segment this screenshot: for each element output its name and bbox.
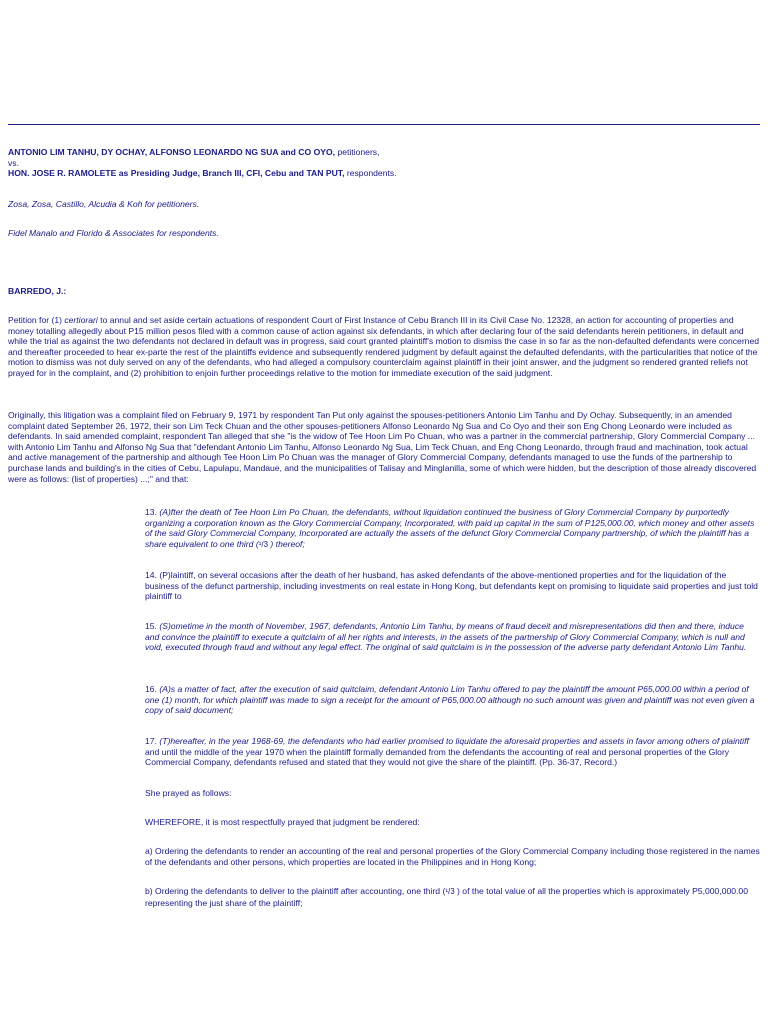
case-caption xyxy=(8,147,760,179)
a15-text: (S)ometime in the month of November, 1967, defendants, Antonio Lim Tanhu, by means of fraud deceit and misrepresentations did then and there, induce and convince the plaintiff to execute a quitclaim of all her rights and interests, in the assets of the partnership of Glory Commercial Company, which is null and void, executed through fraud and without any legal effect. The original of said quitclaim is in the possession of the adverse party defendant Antonio Lim Tanhu. xyxy=(145,621,747,653)
petitioners-names: ANTONIO LIM TANHU, DY OCHAY, ALFONSO LEONARDO NG SUA and CO OYO, xyxy=(8,147,336,157)
paragraph-originally: Originally, this litigation was a complaint filed on February 9, 1971 by respondent Tan Put only against the spouses-petitioners Antonio Lim Tanhu and Dy Ochay. Subsequently, in an amended complaint dated September 26, 1972, their son Lim Teck Chuan and the other spouses-petitioners Alfonso Leonardo Ng Sua and Co Oyo and their son Eng Chong Leonardo were included as defendants. In said amended complaint, respondent Tan alleged that she "is the widow of Tee Hoon Lim Po Chuan, who was a partner in the commercial partnership, Glory Commercial Company ... with Antonio Lim Tanhu and Alfonso Ng Sua that "defendant Antonio Lim Tanhu, Alfonso Leonardo Ng Sua, Lim Teck Chuan, and Eng Chong Leonardo, through fraud and machination, took actual and active management of the partnership and although Tee Hoon Lim Po Chuan was the manager of Glory Commercial Company, defendants managed to use the funds of the partnership to purchase lands and building's in the cities of Cebu, Lapulapu, Mandaue, and the municipalities of Talisay and Minglanilla, some of which were hidden, but the description of those already discovered were as follows: (list of properties) ...;" and that: xyxy=(8,410,757,484)
respondents-names: HON. JOSE R. RAMOLETE as Presiding Judge, Branch III, CFI, Cebu and TAN PUT, xyxy=(8,168,345,179)
top-divider xyxy=(8,124,760,125)
p1-rest: to annul and set aside certain actuations of respondent Court of First Instance of Cebu Branch III in its Civil Case No. 12328, an action for accounting of properties and money totalling allegedly about P15 million pesos filed with a common cause of action against six defendants, in which after declaring four of the said defendants herein petitioners, in default and while the trial as against the two defendants not declared in default was in progress, said court granted plaintiff's motion to dismiss the case in so far as the non-defaulted defendants were concerned and thereafter proceeded to hear ex-parte the rest of the plaintiffs evidence and subsequently rendered judgment by default against the defaulted defendants, with the particularities that notice of the motion to dismiss was not duly served on any of the defendants, who had alleged a compulsory counterclaim against plaintiff in their joint answer, and the judgment so rendered granted reliefs not prayed for in the complaint, and (2) prohibition to enjoin further proceedings relative to the motion for immediate execution of the said judgment. xyxy=(8,315,760,378)
prayer-item-b xyxy=(145,886,760,908)
a17-number: 17. xyxy=(145,736,160,746)
document-page xyxy=(8,0,760,1024)
petitioners-line xyxy=(8,147,760,158)
allegation-15 xyxy=(145,621,760,653)
pb-fraction: ¹/3 xyxy=(445,887,455,896)
allegation-14: 14. (P)laintiff, on several occasions after the death of her husband, has asked defendants of the above-mentioned properties and for the liquidation of the business of the defunct partnership, including investments on real estate in Hong Kong, but defendants kept on promising to liquidate said properties and just told plaintiff to xyxy=(145,570,758,602)
p1-start: Petition for (1) xyxy=(8,315,65,325)
pb-end: ) of the total value of all the properties which is approximately P5,000,000.00 representing the just share of the plaintiff; xyxy=(145,886,748,908)
prayer-intro: She prayed as follows: xyxy=(145,788,232,798)
a13-number: 13. xyxy=(145,507,160,517)
a16-text: (A)s a matter of fact, after the execution of said quitclaim, defendant Antonio Lim Tanhu offered to pay the plaintiff the amount P65,000.00 within a period of one (1) month, for which plaintiff was made to sign a receipt for the amount of P65,000.00 although no such amount was given and plaintiff was not even given a copy of said document; xyxy=(145,684,755,716)
a17-italic: (T)hereafter, in the year 1968-69, the defendants who had earlier promised to liquidate the aforesaid properties and assets in favor among others of plaintiff xyxy=(159,736,749,746)
a15-number: 15. xyxy=(145,621,160,631)
paragraph-petition xyxy=(8,315,760,379)
a13-fraction: ¹/3 xyxy=(258,539,269,549)
counsel-petitioners: Zosa, Zosa, Castillo, Alcudia & Koh for petitioners. xyxy=(8,199,200,209)
allegation-16 xyxy=(145,684,760,716)
a13-text: (A)fter the death of Tee Hoon Lim Po Chuan, the defendants, without liquidation continued the business of Glory Commercial Company by purportedly organizing a corporation known as the Glory Commercial Company, Incorporated, with paid up capital in the sum of P125,000.00, which money and other assets of the said Glory Commercial Company, Incorporated are actually the assets of the defunct Glory Commercial Company partnership, of which the plaintiff has a share equivalent to one third ( xyxy=(145,507,755,549)
petitioners-label: petitioners, xyxy=(335,147,380,157)
pb-start: b) Ordering the defendants to deliver to the plaintiff after accounting, one third ( xyxy=(145,886,446,896)
versus-line: vs. xyxy=(8,157,19,168)
p1-certiorari: certiorari xyxy=(64,315,98,325)
ponente: BARREDO, J.: xyxy=(8,286,67,296)
allegation-17 xyxy=(145,736,760,768)
respondents-label: respondents. xyxy=(344,168,397,179)
counsel-respondents: Fidel Manalo and Florido & Associates for respondents. xyxy=(8,228,219,238)
a17-rest: and until the middle of the year 1970 when the plaintiff formally demanded from the defendants the accounting of real and personal properties of the Glory Commercial Company, defendants refused and stated that they would not give the share of the plaintiff. (Pp. 36-37, Record.) xyxy=(145,746,730,768)
a13-end: ) thereof; xyxy=(268,538,305,549)
prayer-item-a: a) Ordering the defendants to render an accounting of the real and personal properties of the Glory Commercial Company including those registered in the names of the defendants and other persons, which properties are located in the Philippines and in Hong Kong; xyxy=(145,846,760,867)
allegation-13 xyxy=(145,507,760,550)
wherefore-clause: WHEREFORE, it is most respectfully prayed that judgment be rendered: xyxy=(145,817,420,827)
respondents-line xyxy=(8,168,760,179)
a16-number: 16. xyxy=(145,684,160,694)
